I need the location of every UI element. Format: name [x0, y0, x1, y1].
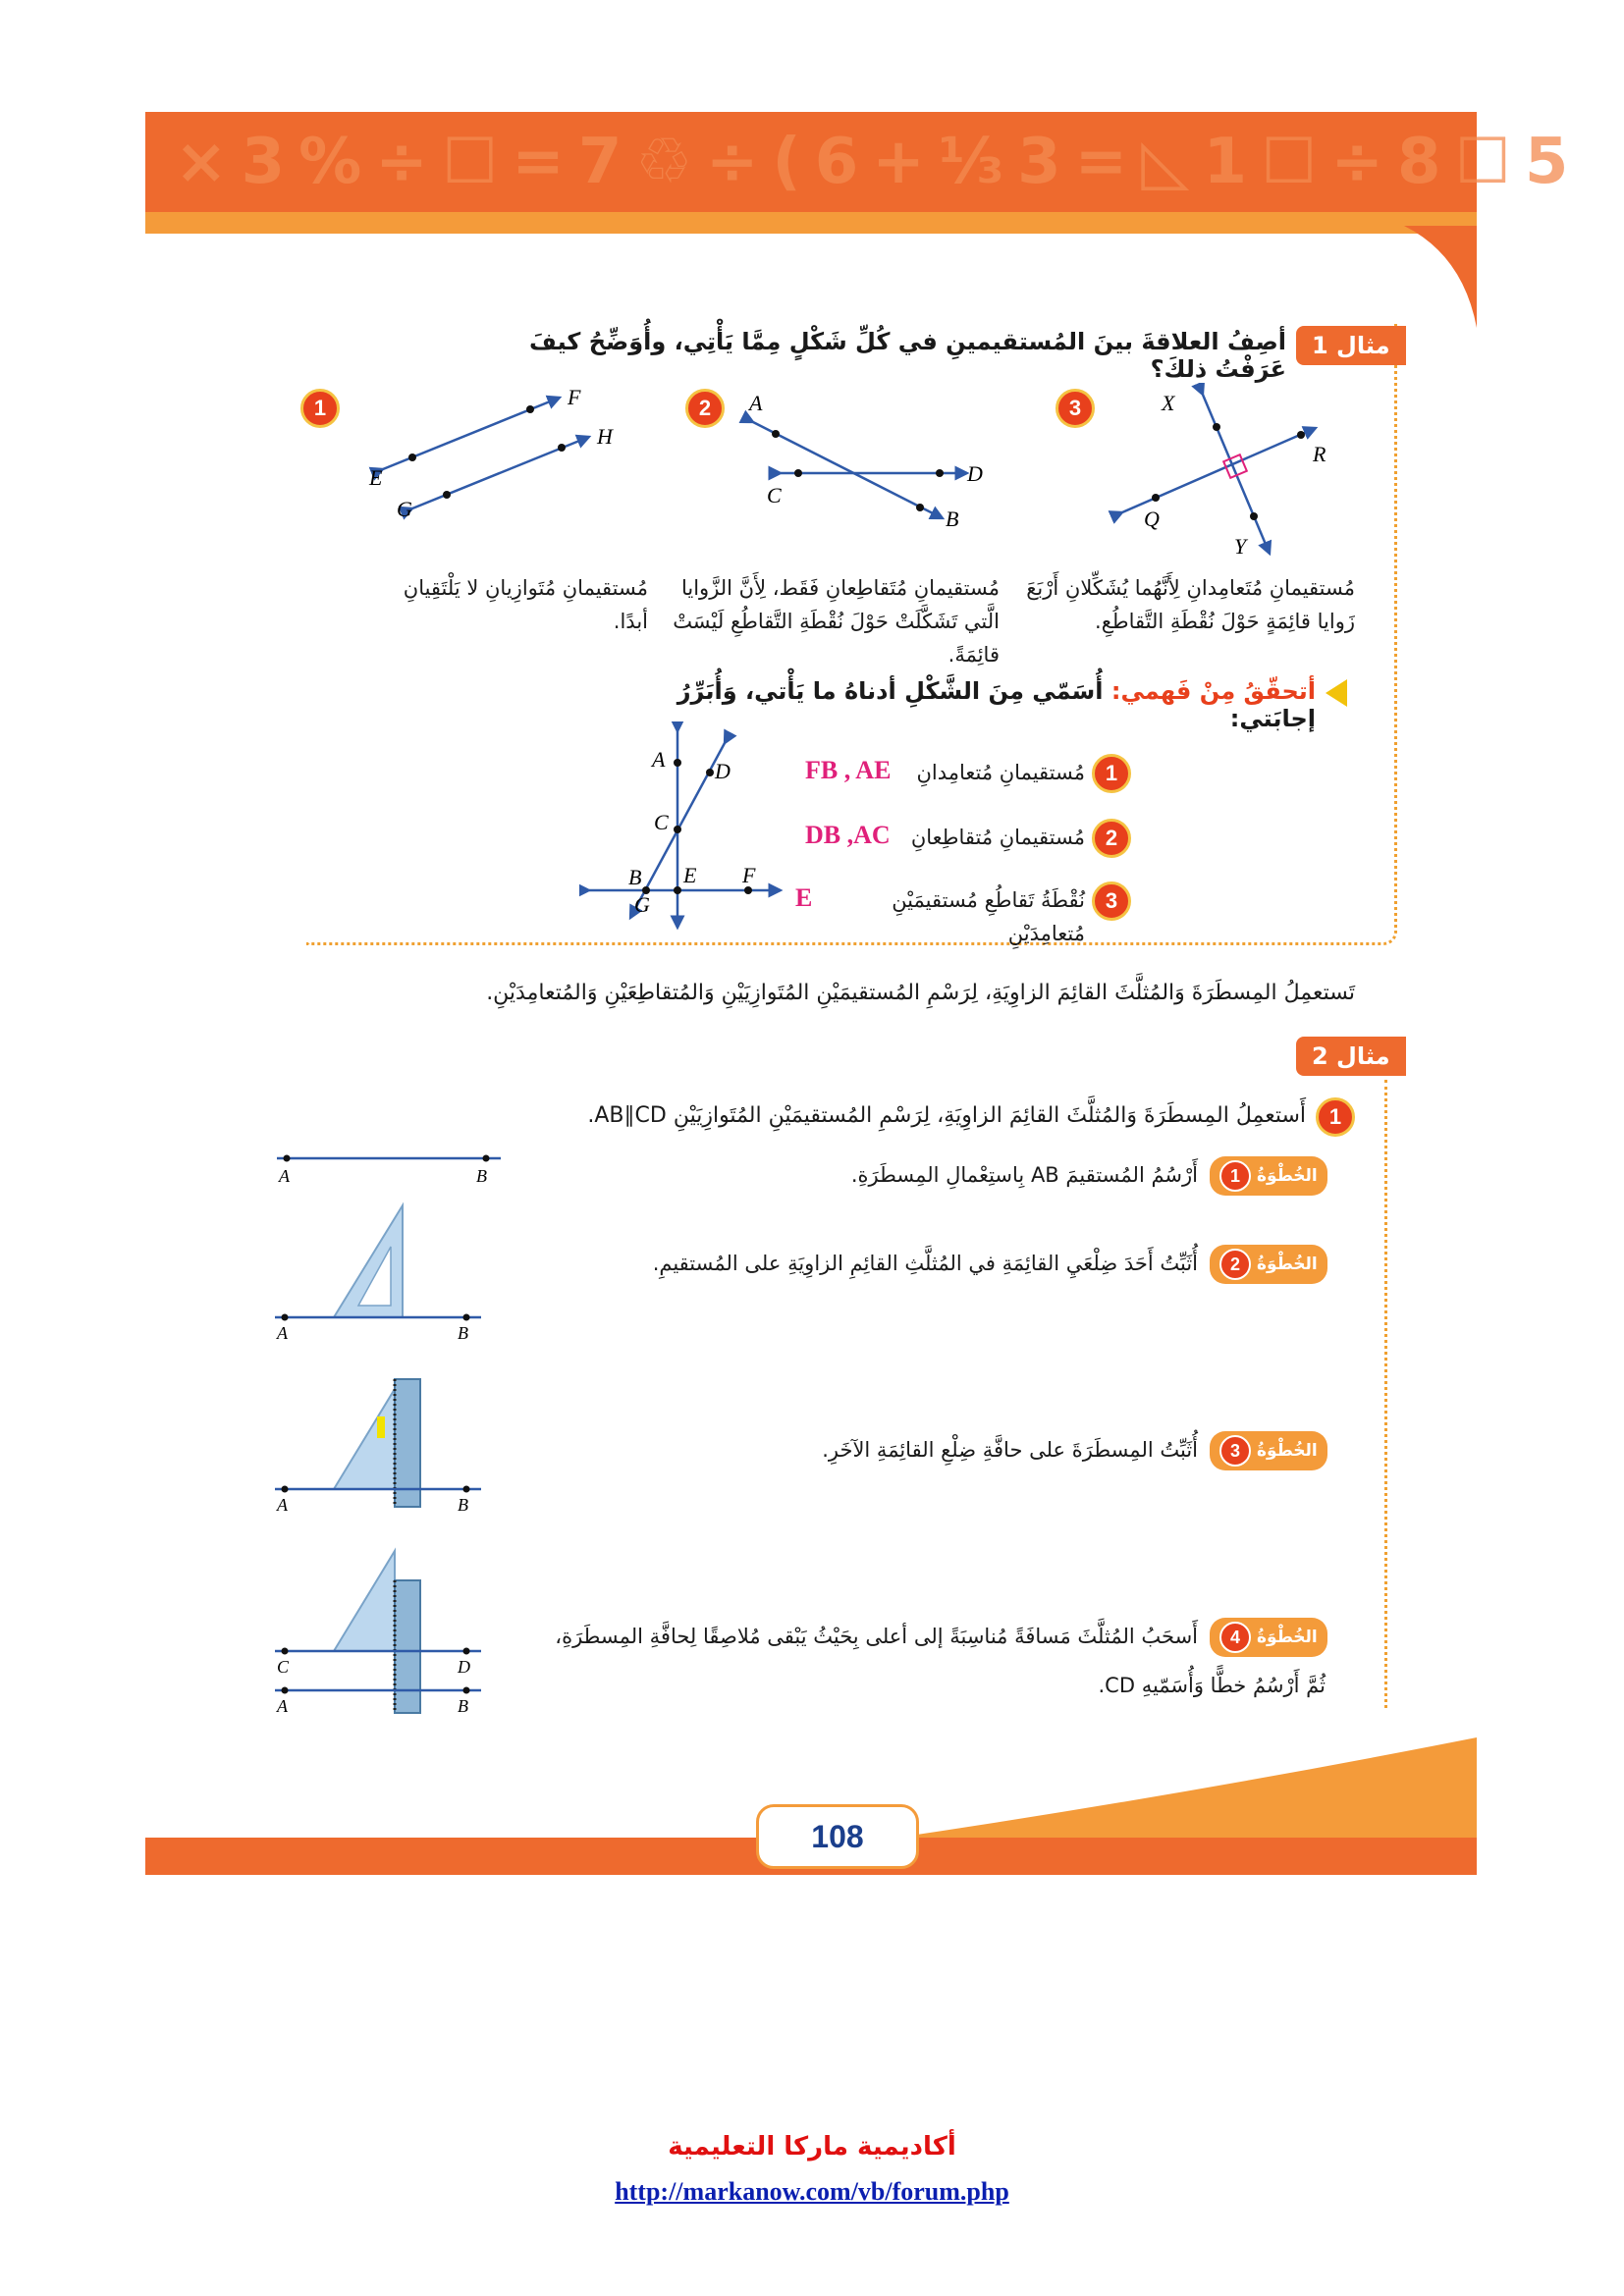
label-C: C — [767, 483, 782, 507]
point-C — [674, 826, 681, 833]
label-A: A — [277, 1323, 288, 1343]
point-D — [936, 469, 944, 477]
banner-strip — [145, 212, 1477, 234]
figure3-answer: مُستقيمانِ مُتَعامِدانِ لِأَنَّهُما يُشَكِّلانِ أَرْبَعَ زَوايا قائِمَةٍ حَوْلَ نُقْطَةِ التَّقاطُعِ. — [1026, 576, 1355, 633]
example2-item-number: 1 — [1316, 1097, 1355, 1137]
point-F — [526, 405, 534, 413]
point-X — [1213, 423, 1220, 431]
label-B: B — [946, 507, 959, 531]
example2-task: أَستعمِلُ المِسطَرَةَ وَالمُثلَّثَ القائِمَ الزاوِيَةِ، لِرَسْمِ المُستقيمَيْنِ المُتَوازِيَيْنِ AB∥CD. — [587, 1103, 1306, 1128]
banner-curve — [1404, 226, 1479, 334]
point-B — [463, 1314, 470, 1321]
figure1-number: 1 — [300, 389, 340, 428]
point-B — [463, 1486, 470, 1493]
step3-number: 3 — [1219, 1435, 1251, 1467]
example2-frame — [1384, 1080, 1387, 1708]
step1-word: الخُطْوَةُ — [1257, 1166, 1318, 1186]
step1-number: 1 — [1219, 1160, 1251, 1192]
check-item3-text: نُقْطَةُ تَقاطُعِ مُستقيمَيْنِ مُتعامِدَيْنِ — [892, 888, 1085, 945]
point-C — [794, 469, 802, 477]
point-Q — [1152, 494, 1160, 502]
figure3-perpendicular-lines — [1105, 383, 1350, 569]
point-E — [674, 886, 681, 894]
figure2-intersecting-lines — [731, 383, 1006, 540]
point-B — [916, 504, 924, 511]
point-A — [674, 759, 681, 767]
check-item1-text: مُستقيمانِ مُتعامِدانِ — [916, 761, 1085, 784]
figure1-answer: مُستقيمانِ مُتَوازِيانِ لا يَلْتَقِيانِ أبدًا. — [403, 576, 648, 633]
ruler — [395, 1379, 420, 1507]
step3-text: أُثَبِّتُ المِسطَرَةَ على حافَّةِ ضِلْعِ القائِمَةِ الآخَرِ. — [822, 1438, 1198, 1462]
point-A — [282, 1486, 289, 1493]
check-item2-text: مُستقيمانِ مُتقاطِعانِ — [910, 826, 1085, 849]
figure1-parallel-lines — [353, 383, 638, 530]
label-F: F — [568, 385, 581, 409]
label-C: C — [654, 810, 669, 834]
label-D: D — [458, 1657, 470, 1677]
point-H — [558, 444, 566, 452]
page-number: 108 — [756, 1804, 919, 1869]
check-text: أُسَمّي مِنَ الشَّكْلِ أدناهُ ما يَأْتي، وَأُبَرِّرُ إجابَتي: — [677, 677, 1316, 732]
label-H: H — [597, 424, 613, 449]
line-AB — [753, 422, 943, 518]
step4-text: أَسحَبُ المُثلَّثَ مَسافَةً مُناسِبَةً إلى أعلى بِحَيْثُ يَبْقى مُلاصِقًا لِحافَّةِ المِسطَرَةِ، — [555, 1625, 1198, 1648]
step4-figure — [265, 1541, 501, 1718]
point-G — [443, 491, 451, 499]
line-QR — [1122, 428, 1316, 512]
check-lead: أتحقّقُ مِنْ فَهمي: — [1110, 677, 1316, 705]
point-A — [772, 430, 780, 438]
check-figure — [579, 721, 795, 942]
point-B — [463, 1687, 470, 1694]
step2-number: 2 — [1219, 1249, 1251, 1280]
label-R: R — [1313, 442, 1326, 466]
label-B: B — [628, 865, 642, 889]
example1-badge: مثال 1 — [1296, 326, 1406, 365]
ruler — [395, 1580, 420, 1713]
step2-figure — [265, 1198, 501, 1345]
footer-link[interactable]: http://markanow.com/vb/forum.php — [615, 2177, 1009, 2206]
step3-badge — [1210, 1431, 1327, 1470]
figure2-number: 2 — [685, 389, 725, 428]
footer-title: أكاديمية ماركا التعليمية — [668, 2132, 956, 2162]
check-item2-number: 2 — [1092, 819, 1131, 858]
label-A: A — [277, 1696, 288, 1716]
highlight-marker — [377, 1416, 385, 1438]
check-pointer-icon — [1326, 679, 1347, 707]
step4-word: الخُطْوَةُ — [1257, 1628, 1318, 1647]
label-A: A — [277, 1495, 288, 1515]
point-D — [463, 1648, 470, 1655]
label-A: A — [279, 1166, 290, 1186]
point-D — [706, 769, 714, 776]
banner-motif: ×3%÷☐=7♲÷(6+⅓3=◺1☐÷8☐5 — [175, 126, 1583, 198]
step2-badge — [1210, 1245, 1327, 1284]
example1-title: أصِفُ العلاقةَ بينَ المُستقيمينِ في كُلِّ شَكْلٍ مِمَّا يَأْتِي، وأُوَضِّحُ كيفَ عَرَفْتُ ذلكَ؟ — [529, 328, 1286, 383]
intro-text: تَستعمِلُ المِسطَرَةَ وَالمُثلَّثَ القائِمَ الزاوِيَةِ، لِرَسْمِ المُستقيمَيْنِ المُتَوازِيَيْنِ وَالمُتقاطِعَيْنِ وَالمُتعامِدَيْنِ. — [486, 981, 1355, 1005]
label-D: D — [967, 461, 983, 486]
check-item1-number: 1 — [1092, 754, 1131, 793]
check-item3-number: 3 — [1092, 881, 1131, 921]
label-D: D — [715, 759, 731, 783]
label-C: C — [277, 1657, 290, 1677]
label-E: E — [683, 863, 697, 887]
step1-figure — [265, 1139, 511, 1188]
step3-word: الخُطْوَةُ — [1257, 1441, 1318, 1461]
label-A: A — [652, 747, 666, 772]
step4-text-line2: ثُمَّ أَرْسُمُ خطًّا وَأُسَمّيهِ CD. — [1098, 1674, 1326, 1697]
check-item2-answer: DB ,AC — [805, 821, 891, 849]
step1-badge — [1210, 1156, 1327, 1196]
label-B: B — [458, 1323, 468, 1343]
label-F: F — [742, 863, 756, 887]
point-A — [282, 1314, 289, 1321]
figure3-number: 3 — [1056, 389, 1095, 428]
label-Q: Q — [1144, 507, 1160, 531]
check-item3-answer: E — [795, 883, 813, 912]
set-square — [334, 1551, 395, 1651]
point-A — [284, 1155, 291, 1162]
point-Y — [1250, 512, 1258, 520]
label-E: E — [369, 465, 383, 490]
label-A: A — [749, 391, 763, 415]
point-R — [1297, 431, 1305, 439]
point-C — [282, 1648, 289, 1655]
set-square — [334, 1389, 395, 1489]
step4-badge — [1210, 1618, 1327, 1657]
step4-number: 4 — [1219, 1622, 1251, 1653]
bottom-swoosh — [884, 1737, 1479, 1845]
step1-text: أَرْسُمُ المُستقيمَ AB بِاستِعْمالِ المِسطَرَةِ. — [850, 1163, 1198, 1187]
label-X: X — [1162, 391, 1175, 415]
label-B: B — [458, 1696, 468, 1716]
point-B — [483, 1155, 490, 1162]
check-item1-answer: FB , AE — [805, 756, 892, 784]
label-G: G — [397, 497, 412, 521]
example2-badge: مثال 2 — [1296, 1037, 1406, 1076]
point-F — [744, 886, 752, 894]
figure2-answer: مُستقيمانِ مُتَقاطِعانِ فَقَط، لِأَنَّ الزَّوايا الَّتي تَشَكَّلَتْ حَوْلَ نُقْطَةِ التَّقاطُعِ لَيْسَتْ قائِمَةً. — [673, 576, 1000, 667]
label-B: B — [458, 1495, 468, 1515]
label-Y: Y — [1234, 534, 1247, 559]
step2-text: أُثَبِّتُ أَحَدَ ضِلْعَيِ القائِمَةِ في المُثلَّثِ القائِمِ الزاوِيَةِ على المُستقيمِ. — [652, 1252, 1198, 1275]
step2-word: الخُطْوَةُ — [1257, 1255, 1318, 1274]
label-B: B — [476, 1166, 487, 1186]
point-A — [282, 1687, 289, 1694]
step3-figure — [265, 1369, 501, 1517]
label-G: G — [634, 892, 650, 917]
point-E — [408, 454, 416, 461]
